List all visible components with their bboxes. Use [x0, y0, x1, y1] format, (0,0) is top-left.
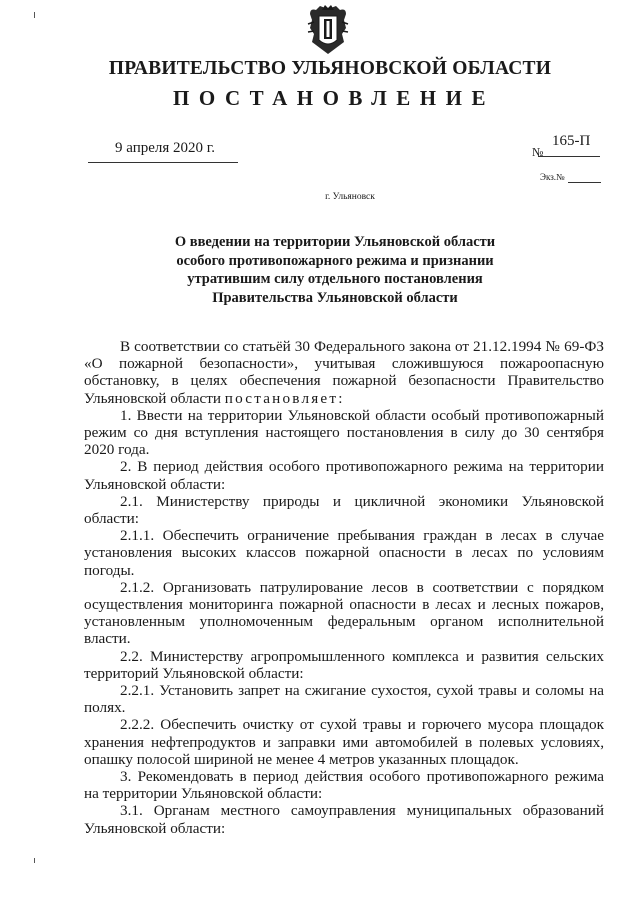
paragraph-2-1-1: 2.1.1. Обеспечить ограничение пребывания граждан в лесах в случае установления высоких классов пожарной опасности в лесах по условиям погоды. [84, 527, 604, 579]
paragraph-2-1: 2.1. Министерству природы и цикличной экономики Ульяновской области: [84, 492, 604, 528]
copy-number-label: Экз.№ [540, 172, 565, 182]
copy-number-underline [568, 182, 601, 183]
paragraph-2-2-1: 2.2.1. Установить запрет на сжигание сухостоя, сухой травы и соломы на полях. [84, 682, 604, 717]
intro-text: В соответствии со статьёй 30 Федерального закона от 21.12.1994 № 69-ФЗ «О пожарной безопасности», учитывая сложившуюся пожароопасную обстановку, в целях обеспечения пожарной безопасности Правительство Ульяновской области [84, 338, 604, 407]
intro-colon: : [338, 389, 343, 407]
date-underline [88, 162, 238, 163]
title-line: О введении на территории Ульяновской области [174, 234, 496, 250]
document-type: ПОСТАНОВЛЕНИЕ [173, 86, 495, 110]
title-line: утратившим силу отдельного постановления [187, 271, 483, 287]
scan-mark [34, 12, 35, 18]
number-underline [538, 156, 600, 157]
government-name: ПРАВИТЕЛЬСТВО УЛЬЯНОВСКОЙ ОБЛАСТИ [108, 58, 552, 79]
paragraph-1: 1. Ввести на территории Ульяновской области особый противопожарный режим со дня вступления настоящего постановления в силу до 30 сентября 2020 года. [84, 406, 604, 459]
city: г. Ульяновск [325, 192, 375, 202]
title-line: особого противопожарного режима и признании [176, 252, 494, 269]
paragraph-intro [84, 338, 604, 407]
paragraph-2-2-2: 2.2.2. Обеспечить очистку от сухой травы и горючего мусора площадок хранения нефтепродуктов и заправки ими автомобилей в полевых условиях, опашку полосой шириной не менее 4 метров указанных площадок. [84, 716, 604, 768]
paragraph-2-1-2: 2.1.2. Организовать патрулирование лесов в соответствии с порядком осуществления мониторинга пожарной опасности в лесах и лесных пожаров, установленным уполномоченным федеральным органом исполнительной власти. [84, 578, 604, 648]
document-title [150, 233, 520, 307]
document-number: 165-П [552, 133, 591, 149]
paragraph-2-2: 2.2. Министерству агропромышленного комплекса и развития сельских территорий Ульяновской области: [84, 647, 604, 682]
paragraph-3: 3. Рекомендовать в период действия особого противопожарного режима на территории Ульяновской области: [84, 768, 604, 803]
scan-mark [34, 858, 35, 863]
document-body [84, 338, 604, 837]
decree-word: постановляет [224, 389, 339, 407]
title-line: Правительства Ульяновской области [212, 289, 458, 306]
number-label: № [532, 145, 544, 159]
document-date: 9 апреля 2020 г. [115, 140, 215, 156]
paragraph-2: 2. В период действия особого противопожарного режима на территории Ульяновской области: [84, 458, 604, 493]
paragraph-3-1: 3.1. Органам местного самоуправления муниципальных образований Ульяновской области: [84, 802, 604, 837]
coat-of-arms-emblem-icon [306, 4, 350, 56]
